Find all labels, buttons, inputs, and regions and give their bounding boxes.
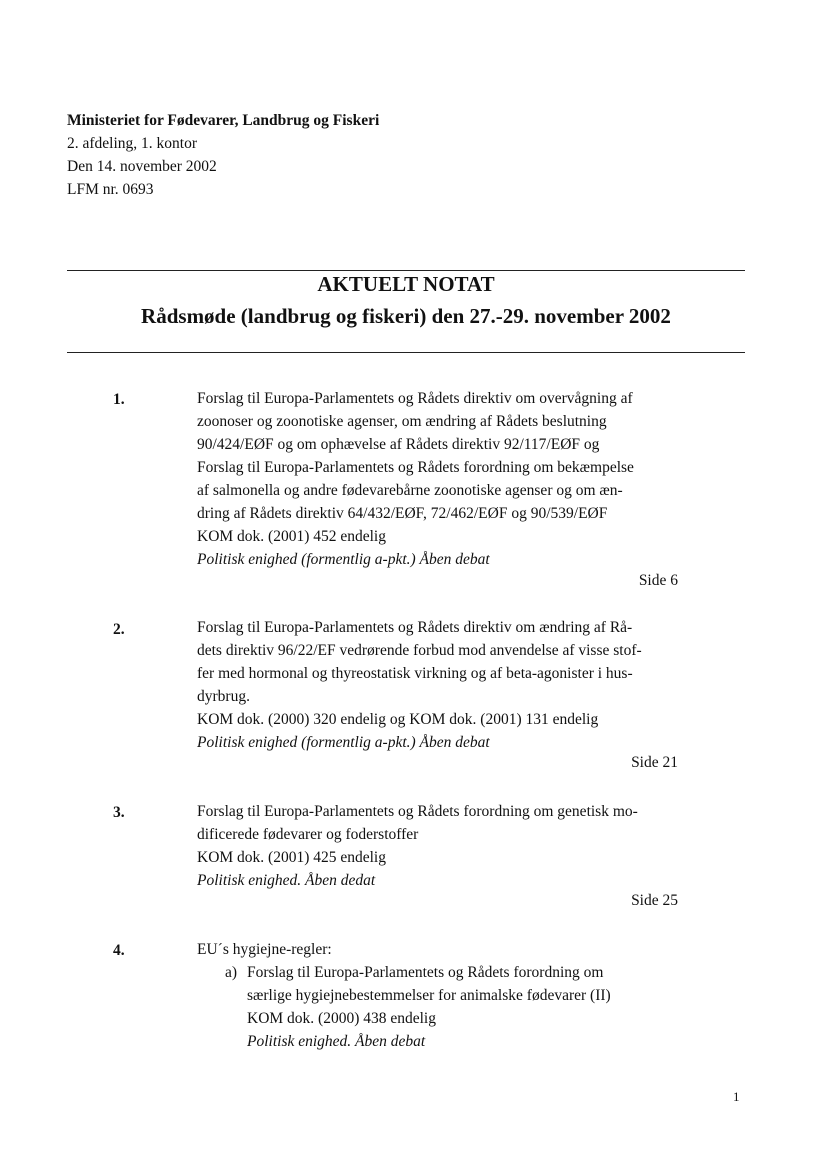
top-rule bbox=[67, 270, 745, 271]
item-line: Forslag til Europa-Parlamentets og Rådets direktiv om ændring af Rå- bbox=[197, 619, 633, 636]
item-line: dificerede fødevarer og foderstoffer bbox=[197, 826, 419, 843]
item-number: 1. bbox=[113, 391, 125, 408]
agenda-item-3 bbox=[197, 800, 677, 892]
item-line: Forslag til Europa-Parlamentets og Rådets forordning om bekæmpelse bbox=[197, 459, 634, 476]
reference-number: LFM nr. 0693 bbox=[67, 181, 154, 198]
item-number: 4. bbox=[113, 942, 125, 959]
bottom-rule bbox=[67, 352, 745, 353]
item-line: særlige hygiejnebestemmelser for animalske fødevarer (II) bbox=[247, 987, 611, 1004]
item-line: KOM dok. (2001) 425 endelig bbox=[197, 849, 386, 866]
item-line: dring af Rådets direktiv 64/432/EØF, 72/462/EØF og 90/539/EØF bbox=[197, 505, 608, 522]
letterhead bbox=[67, 109, 379, 201]
sub-item-a bbox=[225, 961, 611, 1053]
agenda-item-1 bbox=[197, 387, 677, 571]
item-number: 3. bbox=[113, 804, 125, 821]
item-line: Forslag til Europa-Parlamentets og Rådets forordning om bbox=[247, 964, 604, 981]
page-reference: Side 6 bbox=[638, 572, 678, 589]
item-line: fer med hormonal og thyreostatisk virkning og af beta-agonister i hus- bbox=[197, 665, 633, 682]
item-number: 2. bbox=[113, 621, 125, 638]
item-line: af salmonella og andre fødevarebårne zoonotiske agenser og om æn- bbox=[197, 482, 623, 499]
item-line: KOM dok. (2000) 438 endelig bbox=[247, 1010, 436, 1027]
item-line: Forslag til Europa-Parlamentets og Rådets forordning om genetisk mo- bbox=[197, 803, 638, 820]
page-reference: Side 21 bbox=[631, 754, 678, 771]
item-line: KOM dok. (2001) 452 endelig bbox=[197, 528, 386, 545]
item-line: dyrbrug. bbox=[197, 688, 250, 705]
agenda-item-4 bbox=[197, 938, 677, 961]
document-subtitle: Rådsmøde (landbrug og fiskeri) den 27.-29. november 2002 bbox=[141, 304, 671, 328]
item-intro: EU´s hygiejne-regler: bbox=[197, 941, 332, 958]
document-date: Den 14. november 2002 bbox=[67, 158, 217, 175]
document-title: AKTUELT NOTAT bbox=[317, 272, 495, 296]
item-line: 90/424/EØF og om ophævelse af Rådets direktiv 92/117/EØF og bbox=[197, 436, 600, 453]
page-number: 1 bbox=[733, 1089, 740, 1104]
department: 2. afdeling, 1. kontor bbox=[67, 135, 198, 152]
sub-item-label: a) bbox=[225, 964, 238, 981]
agenda-item-2 bbox=[197, 616, 677, 754]
item-status: Politisk enighed. Åben dedat bbox=[197, 872, 376, 889]
item-status: Politisk enighed (formentlig a-pkt.) Åben debat bbox=[197, 551, 490, 568]
page-reference: Side 25 bbox=[631, 892, 678, 909]
item-line: KOM dok. (2000) 320 endelig og KOM dok. (2001) 131 endelig bbox=[197, 711, 599, 728]
item-line: Forslag til Europa-Parlamentets og Rådets direktiv om overvågning af bbox=[197, 390, 633, 407]
item-status: Politisk enighed. Åben debat bbox=[247, 1033, 426, 1050]
item-line: dets direktiv 96/22/EF vedrørende forbud mod anvendelse af visse stof- bbox=[197, 642, 642, 659]
item-line: zoonoser og zoonotiske agenser, om ændring af Rådets beslutning bbox=[197, 413, 607, 430]
ministry-name: Ministeriet for Fødevarer, Landbrug og Fiskeri bbox=[67, 112, 380, 129]
item-status: Politisk enighed (formentlig a-pkt.) Åben debat bbox=[197, 734, 490, 751]
